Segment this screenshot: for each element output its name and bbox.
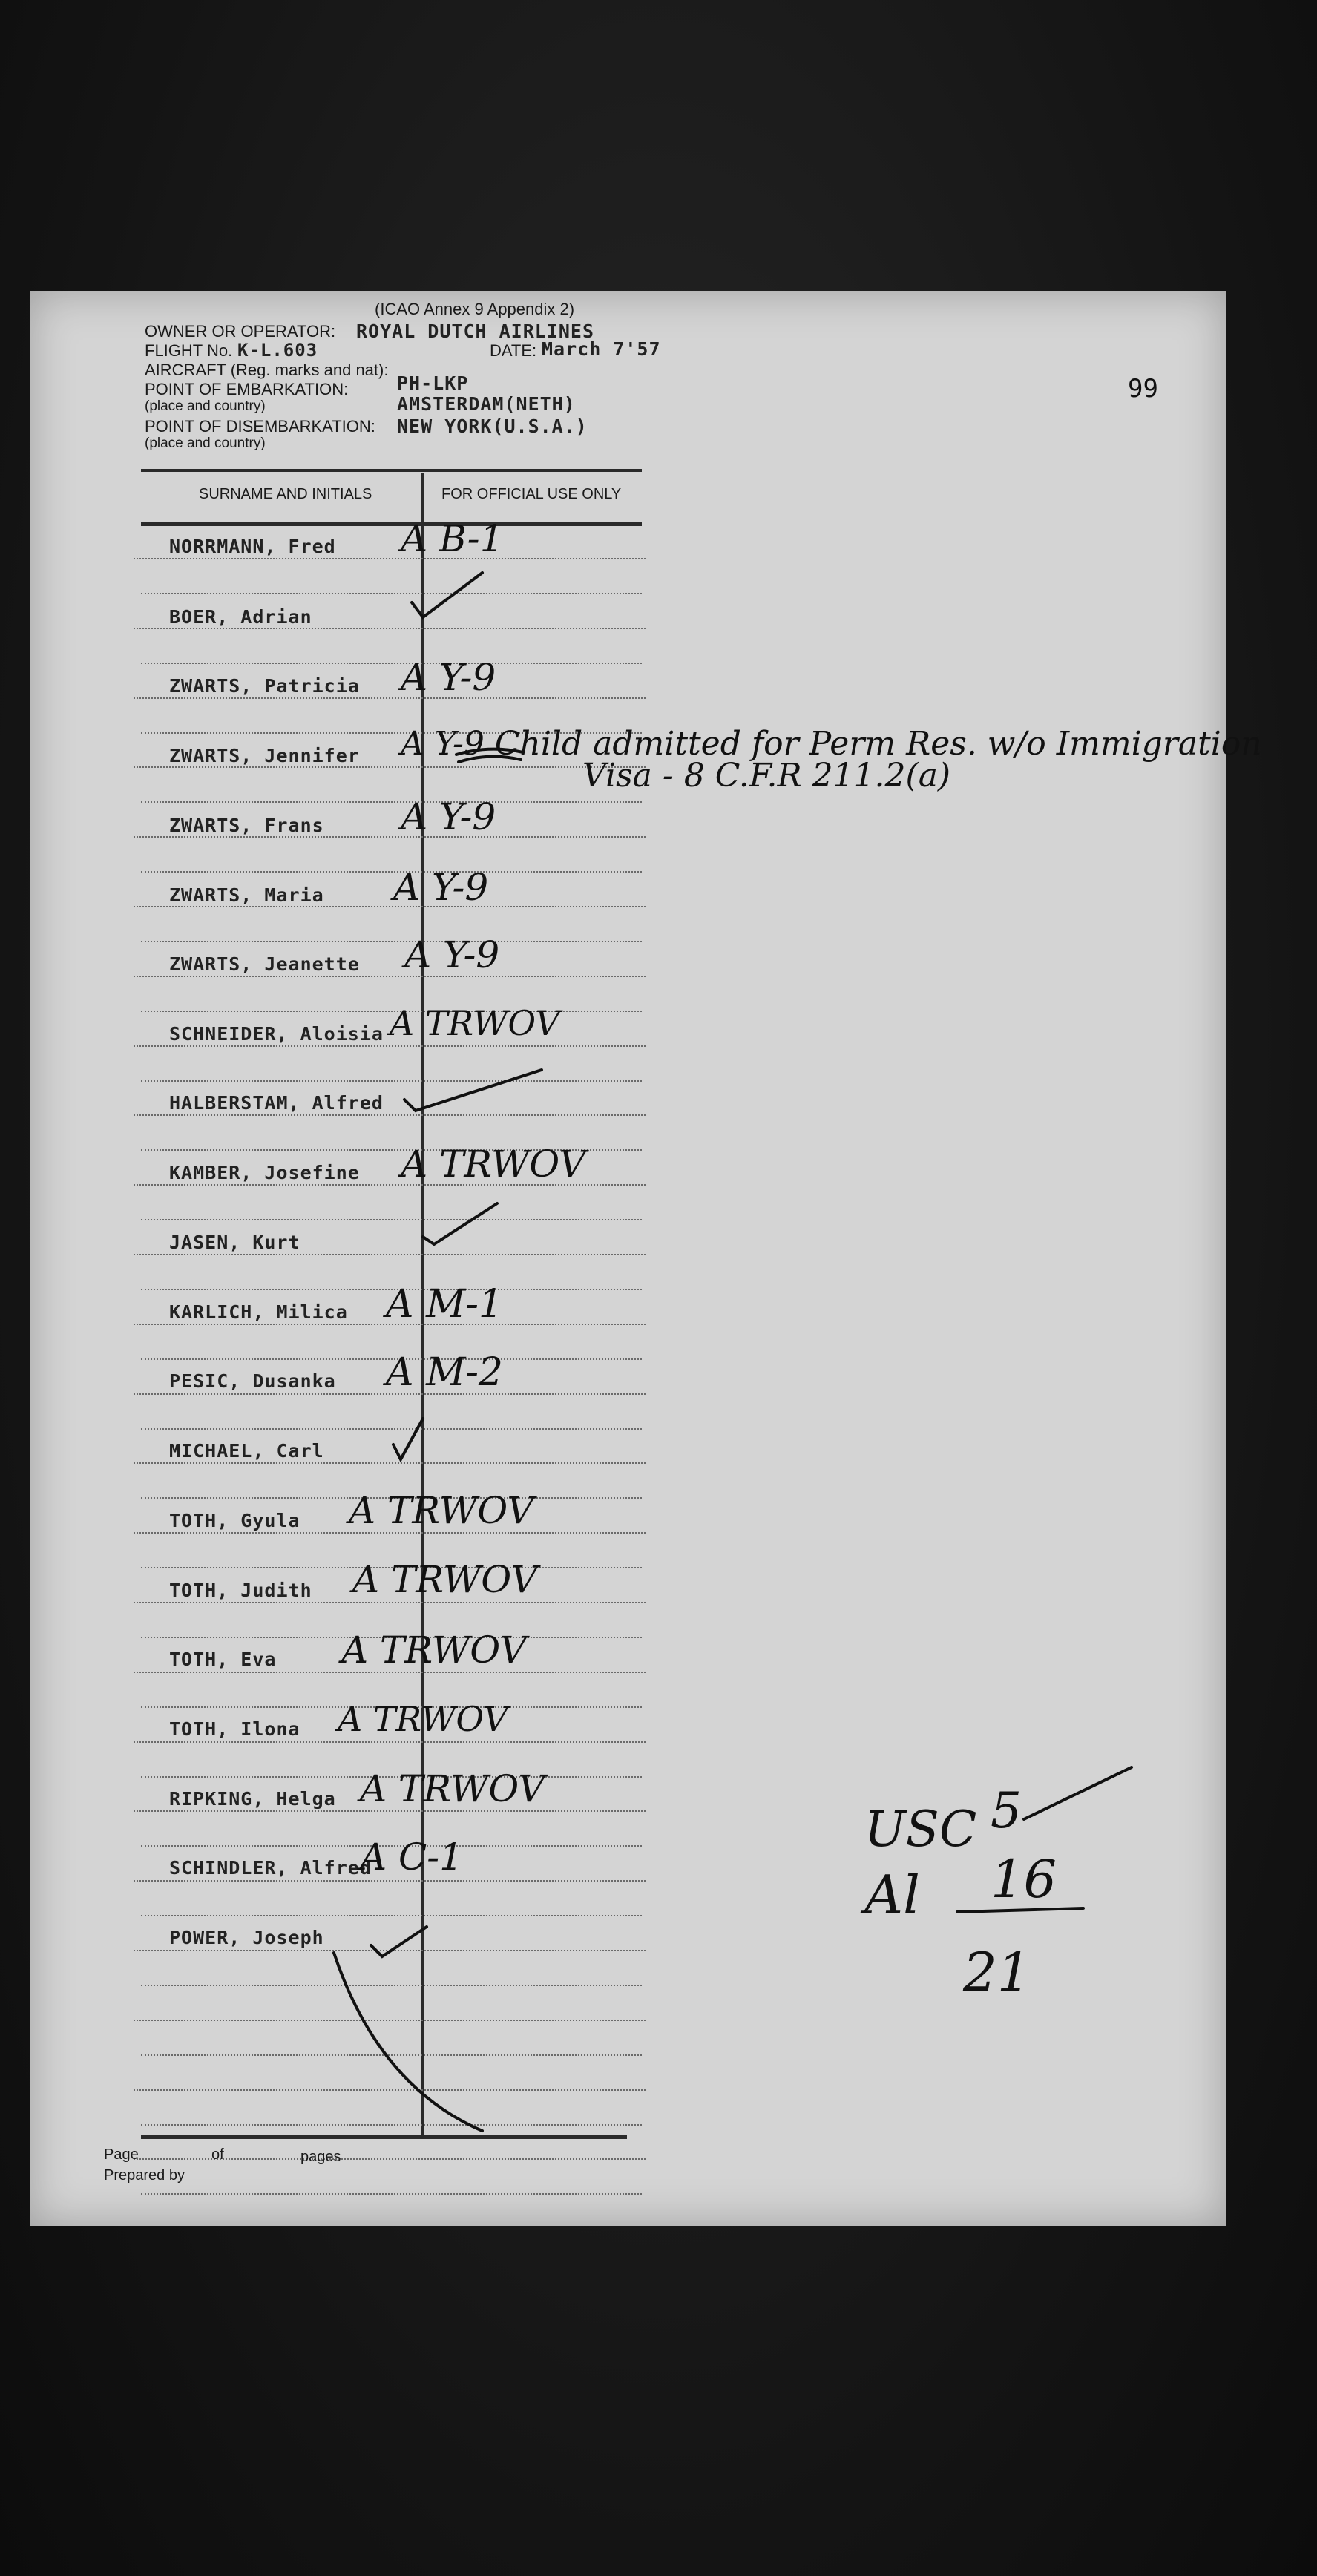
footer-rule [141,2135,627,2139]
official-note: A TRWOV [360,1767,545,1810]
row-rule [134,1114,646,1116]
official-note: A Y-9 [401,795,496,838]
date-label: DATE: [490,341,537,360]
disembarkation-value: NEW YORK(U.S.A.) [397,415,588,437]
owner-label: OWNER OR OPERATOR: [145,322,336,341]
disembarkation-sub: (place and country) [145,436,266,451]
passenger-name: MICHAEL, Carl [169,1440,324,1462]
row-rule [141,1219,642,1220]
row-rule [141,2193,642,2195]
al-label: Al [864,1864,921,1926]
passenger-name: ZWARTS, Frans [169,815,324,836]
passenger-name: BOER, Adrian [169,606,312,628]
official-column-header: FOR OFFICIAL USE ONLY [441,486,622,502]
official-note: A TRWOV [352,1558,538,1601]
row-rule [141,871,642,873]
row-rule [134,2020,646,2021]
official-note: A Y-9 [393,866,489,909]
passenger-name: PESIC, Dusanka [169,1370,336,1392]
page-label: Page [104,2146,139,2163]
passenger-name: TOTH, Ilona [169,1718,300,1740]
check-mark [423,1203,497,1244]
visa-annotation: Visa - 8 C.F.R 211.2(a) [582,757,951,795]
passenger-name: KAMBER, Josefine [169,1162,360,1183]
of-label: of [211,2146,224,2163]
row-rule [134,1602,646,1603]
passenger-name: ZWARTS, Jeanette [169,953,360,975]
long-stroke [334,1953,482,2131]
row-rule [134,1254,646,1255]
passenger-name: ZWARTS, Maria [169,884,324,906]
prepared-by-label: Prepared by [104,2167,185,2184]
owner-value: ROYAL DUTCH AIRLINES [356,321,595,342]
page-number: 99 [1128,374,1158,404]
date-value: March 7'57 [542,338,661,360]
check-mark [404,1070,542,1111]
row-rule [134,697,646,699]
al-count: 16 [991,1849,1057,1910]
header-top-rule [141,469,642,472]
flight-value: K-L.603 [237,340,318,361]
row-rule [141,1985,642,1986]
embarkation-label: POINT OF EMBARKATION: [145,380,349,398]
check-mark [393,1419,423,1459]
row-rule [141,1080,642,1082]
row-rule [134,1045,646,1047]
row-rule [134,1950,646,1951]
pages-label: pages [300,2149,341,2165]
header-bottom-rule [141,522,642,526]
embarkation-sub: (place and country) [145,398,266,414]
row-rule [134,976,646,977]
row-rule [134,1462,646,1464]
row-rule [134,1672,646,1673]
row-rule [134,1532,646,1534]
surname-column-header: SURNAME AND INITIALS [199,486,372,502]
official-note: A TRWOV [390,1003,560,1043]
official-note: A Y-9 [404,933,500,976]
passenger-name: HALBERSTAM, Alfred [169,1092,384,1114]
disembarkation-label: POINT OF DISEMBARKATION: [145,417,375,436]
passenger-name: TOTH, Eva [169,1649,277,1670]
row-rule [134,906,646,907]
row-rule [134,836,646,838]
row-rule [134,628,646,629]
passenger-name: TOTH, Judith [169,1580,312,1601]
check-mark [371,1927,427,1956]
row-rule [134,558,646,559]
passenger-name: POWER, Joseph [169,1927,324,1948]
row-rule [141,663,642,664]
official-note: A Y-9 [401,656,496,699]
passenger-name: SCHINDLER, Alfred [169,1857,372,1879]
passenger-name: ZWARTS, Jennifer [169,745,360,766]
row-rule [134,1810,646,1812]
passenger-name: ZWARTS, Patricia [169,675,360,697]
row-rule [141,2054,642,2056]
passenger-manifest-sheet [30,291,1262,2226]
passenger-name: RIPKING, Helga [169,1788,336,1810]
tally-stroke [1024,1767,1132,1819]
official-note: A TRWOV [349,1489,534,1532]
row-rule [134,766,646,768]
official-note: A C-1 [360,1836,463,1879]
passenger-name: NORRMANN, Fred [169,536,336,557]
official-note: A TRWOV [341,1629,527,1672]
aircraft-label: AIRCRAFT (Reg. marks and nat): [145,361,389,379]
row-rule [141,593,642,594]
passenger-name: TOTH, Gyula [169,1510,300,1531]
usc-label: USC [864,1801,977,1858]
flight-label: FLIGHT No. [145,341,233,360]
total-count: 21 [963,1941,1031,2003]
official-note: A TRWOV [401,1143,586,1186]
form-reference: (ICAO Annex 9 Appendix 2) [375,300,575,318]
official-note: A Y-9 Child admitted for Perm Res. w/o Immigration [401,725,1262,763]
row-rule [141,1428,642,1430]
row-rule [134,2089,646,2091]
passenger-name: JASEN, Kurt [169,1232,300,1253]
row-rule [141,1915,642,1916]
usc-count: 5 [991,1782,1022,1839]
row-rule [134,1880,646,1882]
embarkation-value: AMSTERDAM(NETH) [397,393,576,415]
passenger-name: KARLICH, Milica [169,1301,348,1323]
official-note: A M-2 [386,1350,503,1395]
row-rule [134,2158,646,2160]
row-rule [134,1741,646,1743]
official-note: A M-1 [386,1282,503,1327]
row-rule [141,941,642,942]
aircraft-value: PH-LKP [397,372,469,394]
row-rule [141,2124,642,2126]
passenger-name: SCHNEIDER, Aloisia [169,1023,384,1045]
official-note: A TRWOV [338,1699,508,1739]
row-rule [141,801,642,803]
official-note: A B-1 [401,517,504,560]
